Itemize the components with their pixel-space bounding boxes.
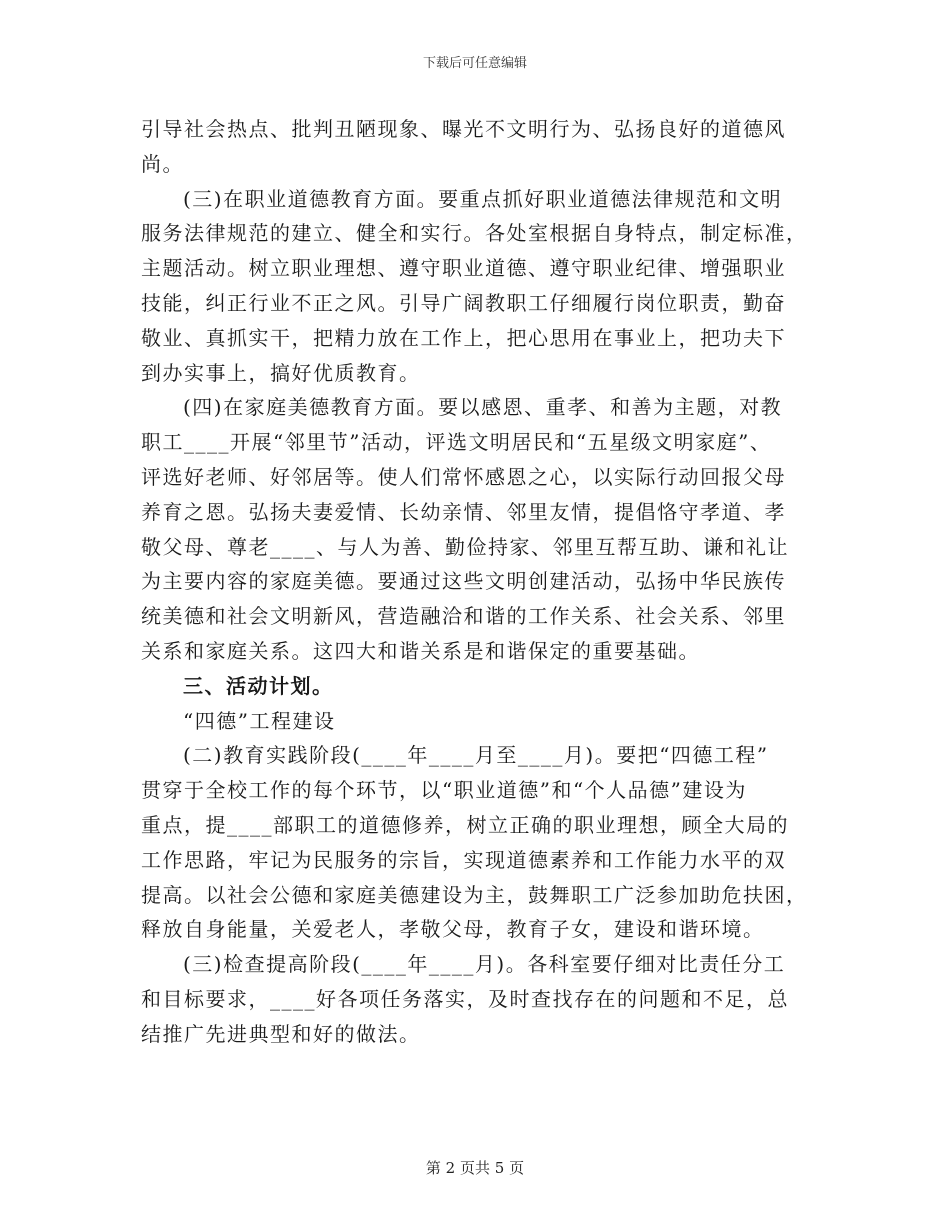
text-line: (四)在家庭美德教育方面。要以感恩、重孝、和善为主题，对教 (183, 395, 783, 420)
text-line: (二)教育实践阶段(____年____月至____月)。要把“四德工程” (183, 743, 769, 768)
text-line: 结推广先进典型和好的做法。 (141, 1021, 421, 1046)
text-line: 敬父母、尊老____、与人为善、勤俭持家、邻里互帮互助、谦和礼让 (141, 534, 789, 559)
text-line: 释放自身能量，关爱老人，孝敬父母，教育子女，建设和谐环境。 (141, 917, 765, 942)
text-line: “四德”工程建设 (183, 708, 336, 733)
text-line: 和目标要求，____好各项任务落实，及时查找存在的问题和不足，总 (141, 986, 789, 1011)
page-header: 下载后可任意编辑 (422, 56, 527, 71)
text-line: 为主要内容的家庭美德。要通过这些文明创建活动，弘扬中华民族传 (141, 569, 786, 594)
page-footer: 第 2 页共 5 页 (425, 1159, 525, 1177)
text-line: 养育之恩。弘扬夫妻爱情、长幼亲情、邻里友情，提倡恪守孝道、孝 (141, 499, 786, 524)
text-line: 技能，纠正行业不正之风。引导广阔教职工仔细履行岗位职责，勤奋 (141, 290, 786, 315)
text-line: 贯穿于全校工作的每个环节，以“职业道德”和“个人品德”建设为 (141, 778, 747, 803)
text-line: 主题活动。树立职业理想、遵守职业道德、遵守职业纪律、增强职业 (141, 256, 786, 281)
section-heading (141, 669, 806, 704)
text-line: 到办实事上，搞好优质教育。 (141, 360, 421, 385)
text-line: 敬业、真抓实干，把精力放在工作上，把心思用在事业上，把功夫下 (141, 325, 786, 350)
text-line: 关系和家庭关系。这四大和谐关系是和谐保定的重要基础。 (141, 638, 700, 663)
text-line: 统美德和社会文明新风，营造融洽和谐的工作关系、社会关系、邻里 (141, 604, 786, 629)
text-line: (三)检查提高阶段(____年____月)。各科室要仔细对比责任分工 (183, 952, 786, 977)
text-line: 评选好老师、好邻居等。使人们常怀感恩之心，以实际行动回报父母 (141, 464, 786, 489)
text-line: 引导社会热点、批判丑陋现象、曝光不文明行为、弘扬良好的道德风 (141, 117, 786, 141)
paragraph (141, 112, 806, 182)
paragraph (141, 390, 806, 668)
paragraph (141, 947, 806, 1051)
text-line: 重点，提____部职工的道德修养，树立正确的职业理想，顾全大局的 (141, 812, 789, 837)
text-line: (三)在职业道德教育方面。要重点抓好职业道德法律规范和文明 (183, 186, 783, 211)
paragraph (141, 738, 806, 947)
heading-text: 三、活动计划。 (183, 673, 334, 698)
text-line: 尚。 (141, 151, 184, 176)
subheading (141, 704, 806, 739)
document-body (141, 112, 806, 1052)
paragraph (141, 182, 806, 391)
text-line: 职工____开展“邻里节”活动，评选文明居民和“五星级文明家庭”、 (141, 430, 772, 455)
text-line: 提高。以社会公德和家庭美德建设为主，鼓舞职工广泛参加助危扶困， (141, 882, 808, 907)
text-line: 服务法律规范的建立、健全和实行。各处室根据自身特点，制定标准， (141, 221, 808, 246)
text-line: 工作思路，牢记为民服务的宗旨，实现道德素养和工作能力水平的双 (141, 847, 786, 872)
